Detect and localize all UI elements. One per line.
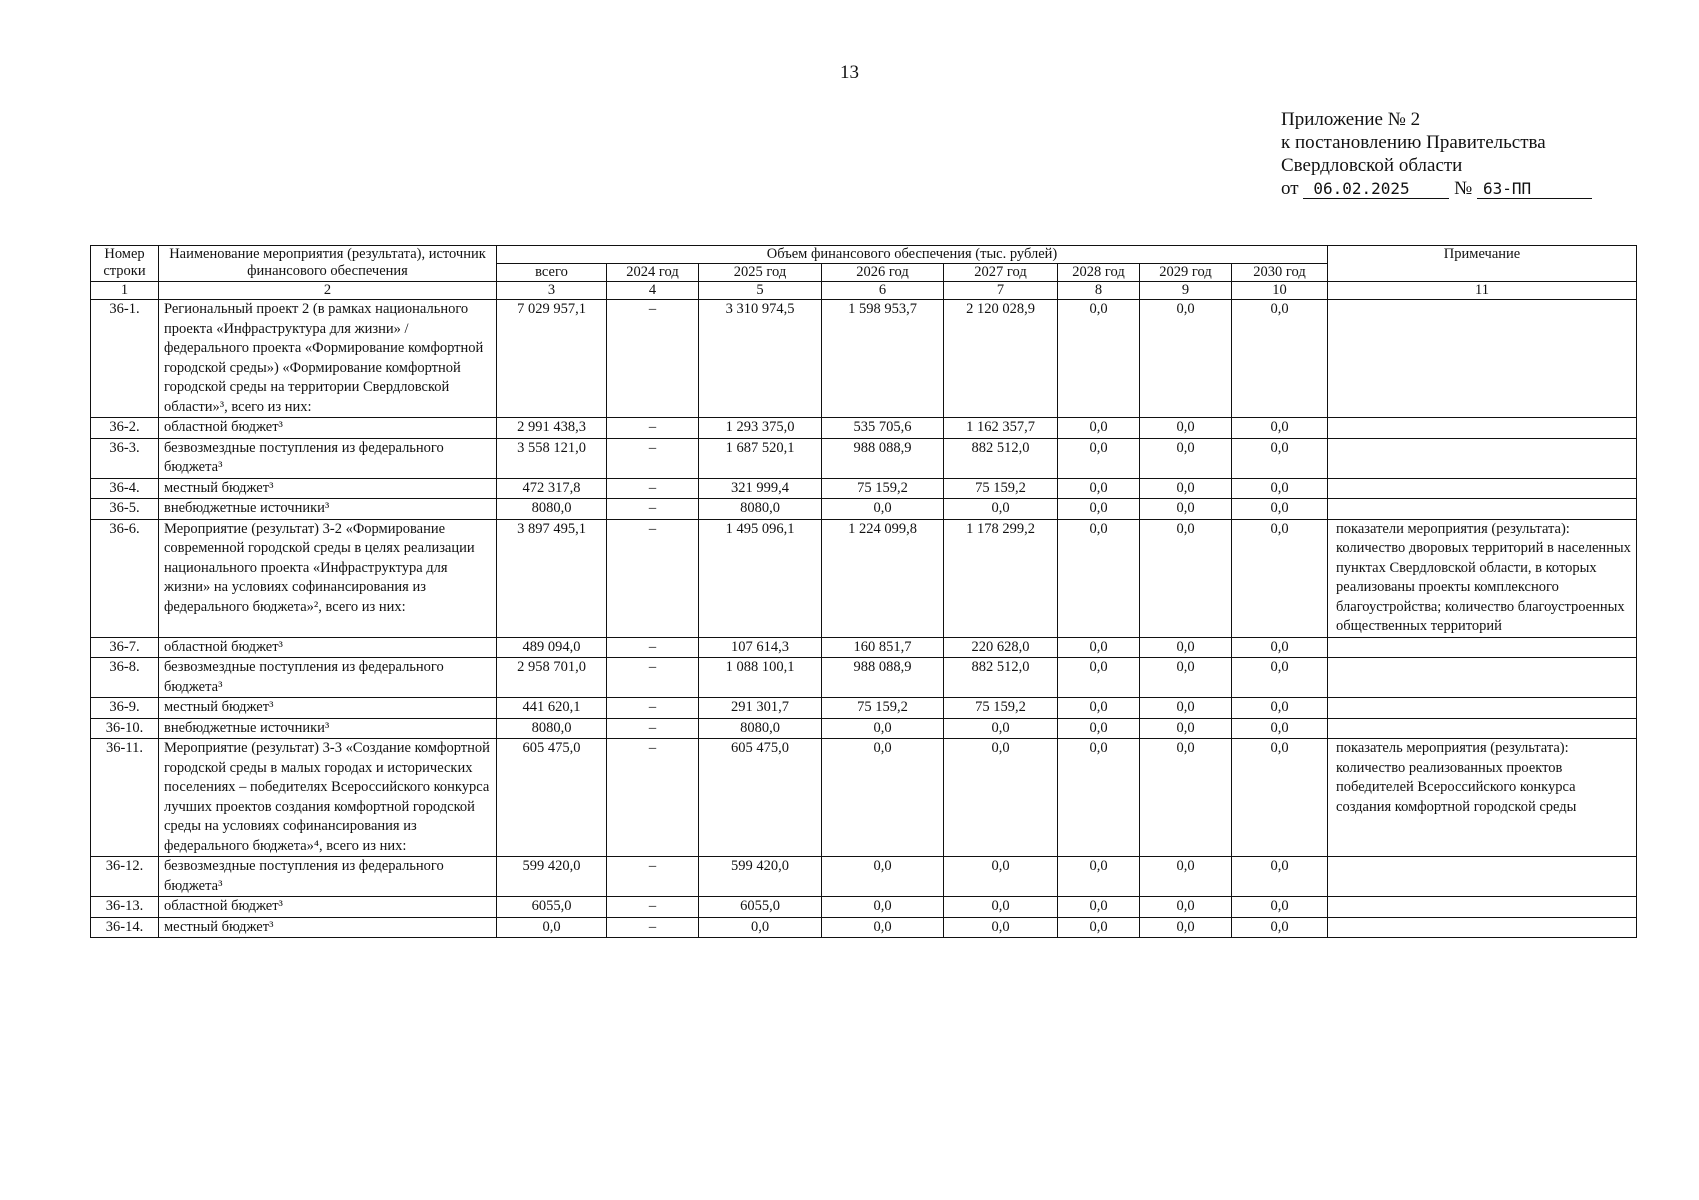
row-number: 36-6. <box>91 519 159 637</box>
cell-year-value: 0,0 <box>1140 300 1232 418</box>
cell-year-value: 75 159,2 <box>944 698 1058 719</box>
cell-year-value: 0,0 <box>1058 438 1140 478</box>
row-note <box>1328 897 1637 918</box>
cell-total: 599 420,0 <box>497 857 607 897</box>
cell-year-value: 0,0 <box>822 718 944 739</box>
cell-year-value: 0,0 <box>1232 478 1328 499</box>
cell-year-value: 0,0 <box>944 897 1058 918</box>
cell-year-value: 1 293 375,0 <box>699 418 822 439</box>
cell-year-value: 0,0 <box>1140 917 1232 938</box>
row-name: областной бюджет³ <box>159 637 497 658</box>
cell-year-value: 107 614,3 <box>699 637 822 658</box>
resolution-number: 63-ПП <box>1477 180 1592 199</box>
cell-total: 472 317,8 <box>497 478 607 499</box>
cell-year-value: 321 999,4 <box>699 478 822 499</box>
column-index: 7 <box>944 282 1058 300</box>
header-year: 2024 год <box>607 264 699 282</box>
row-note <box>1328 499 1637 520</box>
row-note <box>1328 418 1637 439</box>
column-index: 8 <box>1058 282 1140 300</box>
cell-total: 6055,0 <box>497 897 607 918</box>
cell-year-value: 0,0 <box>1232 917 1328 938</box>
cell-year-value: 0,0 <box>944 499 1058 520</box>
table-row <box>91 499 1637 520</box>
cell-year-value: 75 159,2 <box>822 698 944 719</box>
cell-year-value: 0,0 <box>1058 478 1140 499</box>
cell-year-value: 0,0 <box>1140 718 1232 739</box>
row-name: безвозмездные поступления из федерального бюджета³ <box>159 438 497 478</box>
cell-year-value: – <box>607 499 699 520</box>
cell-year-value: 1 224 099,8 <box>822 519 944 637</box>
row-name: безвозмездные поступления из федерального бюджета³ <box>159 857 497 897</box>
header-row-1 <box>91 246 1637 264</box>
row-number: 36-4. <box>91 478 159 499</box>
table-row <box>91 897 1637 918</box>
table-row <box>91 917 1637 938</box>
cell-year-value: – <box>607 478 699 499</box>
cell-year-value: – <box>607 637 699 658</box>
cell-year-value: 0,0 <box>1140 478 1232 499</box>
cell-year-value: 0,0 <box>1058 637 1140 658</box>
cell-year-value: 0,0 <box>1232 418 1328 439</box>
cell-total: 605 475,0 <box>497 739 607 857</box>
row-note <box>1328 857 1637 897</box>
row-name: Мероприятие (результат) 3-3 «Создание комфортной городской среды в малых городах и исторических поселениях – победителях Всероссийского конкурса лучших проектов создания комфортной городской среды на условиях софинансирования из федерального бюджета»⁴, всего из них: <box>159 739 497 857</box>
cell-total: 0,0 <box>497 917 607 938</box>
date-prefix: от <box>1281 178 1299 199</box>
cell-year-value: 0,0 <box>1058 857 1140 897</box>
row-number: 36-12. <box>91 857 159 897</box>
cell-year-value: – <box>607 857 699 897</box>
cell-total: 3 558 121,0 <box>497 438 607 478</box>
row-note <box>1328 917 1637 938</box>
row-note: показатели мероприятия (результата): количество дворовых территорий в населенных пунктах Свердловской области, в которых реализованы проекты комплексного благоустройства; количество благоустроенных общественных территорий <box>1328 519 1637 637</box>
cell-year-value: 6055,0 <box>699 897 822 918</box>
cell-year-value: – <box>607 519 699 637</box>
cell-year-value: 0,0 <box>1058 519 1140 637</box>
column-index: 9 <box>1140 282 1232 300</box>
row-number: 36-7. <box>91 637 159 658</box>
cell-year-value: 0,0 <box>944 917 1058 938</box>
cell-year-value: 1 162 357,7 <box>944 418 1058 439</box>
row-note <box>1328 300 1637 418</box>
row-note <box>1328 478 1637 499</box>
cell-year-value: 1 495 096,1 <box>699 519 822 637</box>
cell-year-value: 882 512,0 <box>944 658 1058 698</box>
cell-year-value: 0,0 <box>1140 857 1232 897</box>
header-total: всего <box>497 264 607 282</box>
row-note <box>1328 718 1637 739</box>
cell-year-value: 0,0 <box>1140 658 1232 698</box>
cell-year-value: 0,0 <box>1232 519 1328 637</box>
cell-total: 441 620,1 <box>497 698 607 719</box>
cell-year-value: 0,0 <box>699 917 822 938</box>
cell-year-value: 8080,0 <box>699 499 822 520</box>
cell-year-value: 3 310 974,5 <box>699 300 822 418</box>
cell-year-value: 0,0 <box>1058 739 1140 857</box>
column-index: 11 <box>1328 282 1637 300</box>
row-note <box>1328 698 1637 719</box>
cell-total: 489 094,0 <box>497 637 607 658</box>
cell-year-value: – <box>607 718 699 739</box>
resolution-date: 06.02.2025 <box>1303 180 1449 199</box>
number-prefix: № <box>1454 178 1473 199</box>
cell-year-value: – <box>607 917 699 938</box>
cell-year-value: 1 687 520,1 <box>699 438 822 478</box>
cell-year-value: 0,0 <box>1058 917 1140 938</box>
cell-year-value: – <box>607 897 699 918</box>
cell-year-value: 0,0 <box>1058 418 1140 439</box>
header-year: 2027 год <box>944 264 1058 282</box>
cell-year-value: – <box>607 658 699 698</box>
cell-year-value: 0,0 <box>822 857 944 897</box>
cell-year-value: 2 120 028,9 <box>944 300 1058 418</box>
row-name: местный бюджет³ <box>159 698 497 719</box>
cell-year-value: 0,0 <box>1140 897 1232 918</box>
cell-total: 8080,0 <box>497 718 607 739</box>
cell-year-value: – <box>607 300 699 418</box>
cell-year-value: 0,0 <box>944 739 1058 857</box>
column-index: 10 <box>1232 282 1328 300</box>
row-number: 36-1. <box>91 300 159 418</box>
row-name: местный бюджет³ <box>159 478 497 499</box>
table-row <box>91 857 1637 897</box>
cell-year-value: – <box>607 438 699 478</box>
column-index: 6 <box>822 282 944 300</box>
funding-table <box>90 245 1637 938</box>
cell-year-value: 599 420,0 <box>699 857 822 897</box>
header-year: 2028 год <box>1058 264 1140 282</box>
table-row <box>91 478 1637 499</box>
row-number: 36-2. <box>91 418 159 439</box>
row-name: Региональный проект 2 (в рамках национального проекта «Инфраструктура для жизни» /федерального проекта «Формирование комфортной городской среды») «Формирование комфортной городской среды на территории Свердловской области»³, всего из них: <box>159 300 497 418</box>
row-note: показатель мероприятия (результата): количество реализованных проектов победителей Всероссийского конкурса создания комфортной городской среды <box>1328 739 1637 857</box>
cell-year-value: 0,0 <box>1232 897 1328 918</box>
cell-year-value: 0,0 <box>1232 637 1328 658</box>
cell-year-value: 75 159,2 <box>822 478 944 499</box>
table-row <box>91 718 1637 739</box>
header-funding-group: Объем финансового обеспечения (тыс. рублей) <box>497 246 1328 264</box>
cell-year-value: 0,0 <box>1058 897 1140 918</box>
table-row <box>91 438 1637 478</box>
row-name: областной бюджет³ <box>159 897 497 918</box>
cell-year-value: 220 628,0 <box>944 637 1058 658</box>
cell-year-value: 1 178 299,2 <box>944 519 1058 637</box>
header-note: Примечание <box>1328 246 1637 282</box>
cell-year-value: 988 088,9 <box>822 438 944 478</box>
table-row <box>91 739 1637 857</box>
cell-year-value: 0,0 <box>1232 857 1328 897</box>
row-number: 36-13. <box>91 897 159 918</box>
cell-year-value: 8080,0 <box>699 718 822 739</box>
row-name: Мероприятие (результат) 3-2 «Формирование современной городской среды в целях реализации национального проекта «Инфраструктура для жизни» на условиях софинансирования из федерального бюджета»², всего из них: <box>159 519 497 637</box>
cell-year-value: 0,0 <box>944 718 1058 739</box>
row-note <box>1328 637 1637 658</box>
cell-year-value: 0,0 <box>1140 739 1232 857</box>
cell-total: 3 897 495,1 <box>497 519 607 637</box>
cell-year-value: – <box>607 698 699 719</box>
column-index: 1 <box>91 282 159 300</box>
cell-year-value: 0,0 <box>822 917 944 938</box>
cell-total: 8080,0 <box>497 499 607 520</box>
cell-year-value: 1 598 953,7 <box>822 300 944 418</box>
header-year: 2029 год <box>1140 264 1232 282</box>
cell-year-value: 0,0 <box>944 857 1058 897</box>
cell-year-value: – <box>607 739 699 857</box>
cell-total: 2 958 701,0 <box>497 658 607 698</box>
row-number: 36-5. <box>91 499 159 520</box>
row-note <box>1328 438 1637 478</box>
row-number: 36-14. <box>91 917 159 938</box>
cell-year-value: 0,0 <box>1232 698 1328 719</box>
table-body <box>91 300 1637 938</box>
cell-year-value: 0,0 <box>1232 718 1328 739</box>
cell-year-value: 160 851,7 <box>822 637 944 658</box>
page-number: 13 <box>840 62 859 83</box>
table-row <box>91 658 1637 698</box>
table-row <box>91 637 1637 658</box>
row-name: областной бюджет³ <box>159 418 497 439</box>
cell-year-value: 0,0 <box>1232 658 1328 698</box>
cell-year-value: 291 301,7 <box>699 698 822 719</box>
cell-year-value: 0,0 <box>822 499 944 520</box>
appendix-block <box>1281 108 1592 200</box>
cell-year-value: – <box>607 418 699 439</box>
column-index: 4 <box>607 282 699 300</box>
column-index: 2 <box>159 282 497 300</box>
column-index-row <box>91 282 1637 300</box>
cell-year-value: 0,0 <box>822 739 944 857</box>
cell-year-value: 0,0 <box>1140 418 1232 439</box>
cell-year-value: 0,0 <box>1140 519 1232 637</box>
cell-year-value: 0,0 <box>1058 718 1140 739</box>
cell-year-value: 882 512,0 <box>944 438 1058 478</box>
table-row <box>91 698 1637 719</box>
row-name: безвозмездные поступления из федерального бюджета³ <box>159 658 497 698</box>
cell-year-value: 1 088 100,1 <box>699 658 822 698</box>
cell-year-value: 605 475,0 <box>699 739 822 857</box>
row-number: 36-3. <box>91 438 159 478</box>
cell-year-value: 0,0 <box>1140 698 1232 719</box>
row-number: 36-11. <box>91 739 159 857</box>
cell-year-value: 0,0 <box>1140 438 1232 478</box>
cell-total: 7 029 957,1 <box>497 300 607 418</box>
cell-year-value: 0,0 <box>1058 499 1140 520</box>
header-year: 2025 год <box>699 264 822 282</box>
appendix-title: Приложение № 2 <box>1281 109 1421 130</box>
cell-year-value: 0,0 <box>822 897 944 918</box>
cell-year-value: 0,0 <box>1140 499 1232 520</box>
header-row-number: Номер строки <box>91 246 159 282</box>
cell-year-value: 988 088,9 <box>822 658 944 698</box>
row-name: местный бюджет³ <box>159 917 497 938</box>
cell-year-value: 0,0 <box>1232 300 1328 418</box>
cell-year-value: 535 705,6 <box>822 418 944 439</box>
appendix-resolution: к постановлению Правительства <box>1281 132 1546 153</box>
cell-year-value: 0,0 <box>1232 739 1328 857</box>
cell-year-value: 0,0 <box>1058 698 1140 719</box>
cell-year-value: 0,0 <box>1058 658 1140 698</box>
table-row <box>91 300 1637 418</box>
row-note <box>1328 658 1637 698</box>
row-number: 36-10. <box>91 718 159 739</box>
appendix-region: Свердловской области <box>1281 155 1463 176</box>
row-number: 36-9. <box>91 698 159 719</box>
column-index: 3 <box>497 282 607 300</box>
cell-year-value: 0,0 <box>1232 499 1328 520</box>
column-index: 5 <box>699 282 822 300</box>
row-name: внебюджетные источники³ <box>159 718 497 739</box>
header-year: 2030 год <box>1232 264 1328 282</box>
cell-total: 2 991 438,3 <box>497 418 607 439</box>
cell-year-value: 0,0 <box>1232 438 1328 478</box>
header-year: 2026 год <box>822 264 944 282</box>
table-row <box>91 519 1637 637</box>
cell-year-value: 0,0 <box>1140 637 1232 658</box>
table-row <box>91 418 1637 439</box>
row-number: 36-8. <box>91 658 159 698</box>
appendix-date-line <box>1281 177 1592 200</box>
cell-year-value: 0,0 <box>1058 300 1140 418</box>
row-name: внебюджетные источники³ <box>159 499 497 520</box>
cell-year-value: 75 159,2 <box>944 478 1058 499</box>
header-name: Наименование мероприятия (результата), источник финансового обеспечения <box>159 246 497 282</box>
